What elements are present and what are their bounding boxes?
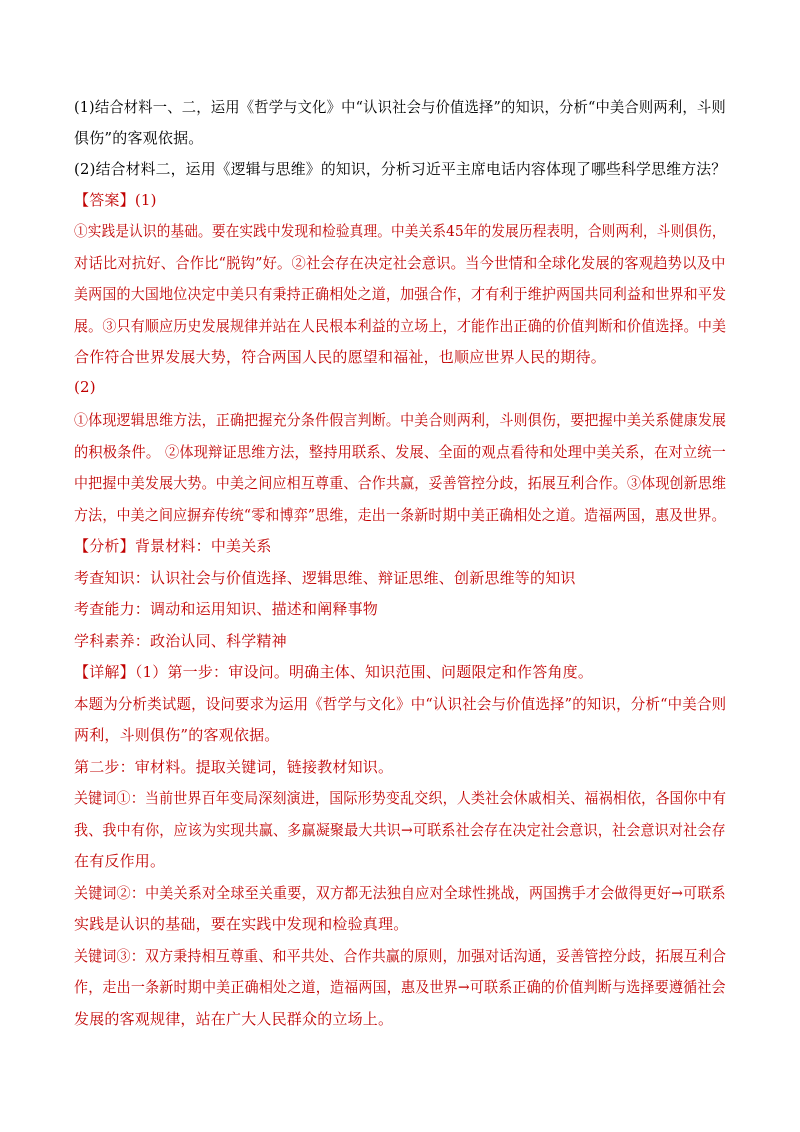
answer-part-2-label: (2) xyxy=(74,378,96,396)
keyword-1-line-3: 在有反作用。 xyxy=(74,852,166,870)
analysis-heading xyxy=(74,535,272,556)
answer-1-line-2: 对话比对抗好、合作比“脱钩”好。②社会存在决定社会意识。当今世情和全球化发展的客观趋势以及中 xyxy=(74,254,726,272)
keyword-1-line-1: 关键词①：当前世界百年变局深刻演进，国际形势变乱交织，人类社会休戚相关、福祸相依，各国你中有 xyxy=(74,789,727,807)
analysis-ability: 考查能力：调动和运用知识、描述和阐释事物 xyxy=(74,600,379,618)
question-1-line-2: 俱伤”的客观依据。 xyxy=(74,129,204,147)
answer-2-line-3: 中把握中美发展大势。中美之间应相互尊重、合作共赢，妥善管控分歧，拓展互利合作。③体现创新思维 xyxy=(74,474,727,492)
question-2: (2)结合材料二，运用《逻辑与思维》的知识，分析习近平主席电话内容体现了哪些科学思维方法？ xyxy=(74,160,727,178)
keyword-3-line-1: 关键词③：双方秉持相互尊重、和平共处、合作共赢的原则，加强对话沟通，妥善管控分歧，拓展互利合 xyxy=(74,947,727,965)
detail-heading xyxy=(74,661,593,682)
answer-tag: 【答案】 xyxy=(74,191,135,209)
answer-part-1-label: (1) xyxy=(134,191,157,209)
answer-1-line-1: ①实践是认识的基础。要在实践中发现和检验真理。中美关系45年的发展历程表明，合则两利，斗则俱伤， xyxy=(74,222,726,240)
keyword-2-line-1: 关键词②：中美关系对全球至关重要，双方都无法独自应对全球性挑战，两国携手才会做得更好→可联系 xyxy=(74,884,726,902)
answer-1-line-5: 合作符合世界发展大势，符合两国人民的愿望和福祉，也顺应世界人民的期待。 xyxy=(74,348,607,366)
answer-1-line-3: 美两国的大国地位决定中美只有秉持正确相处之道，加强合作，才有利于维护两国共同利益和世界和平发 xyxy=(74,285,727,303)
keyword-2-line-2: 实践是认识的基础，要在实践中发现和检验真理。 xyxy=(74,915,409,933)
analysis-literacy: 学科素养：政治认同、科学精神 xyxy=(74,632,287,650)
answer-2-line-1: ①体现逻辑思维方法，正确把握充分条件假言判断。中美合则两利，斗则俱伤，要把握中美关系健康发展 xyxy=(74,411,727,429)
answer-1-line-4: 展。③只有顺应历史发展规律并站在人民根本利益的立场上，才能作出正确的价值判断和价值选择。中美 xyxy=(74,317,727,335)
detail-step-1-line-2: 两利，斗则俱伤”的客观依据。 xyxy=(74,726,280,744)
analysis-background: 背景材料：中美关系 xyxy=(134,537,272,555)
keyword-1-line-2: 我、我中有你，应该为实现共赢、多赢凝聚最大共识→可联系社会存在决定社会意识，社会意识对社会存 xyxy=(74,821,726,839)
answer-2-line-2: 的积极条件。 ②体现辩证思维方法，整持用联系、发展、全面的观点看待和处理中美关系，在对立统一 xyxy=(74,443,726,461)
question-1-line-1: (1)结合材料一、二，运用《哲学与文化》中“认识社会与价值选择”的知识，分析“中美合则两利，斗则 xyxy=(74,98,726,116)
detail-tag: 【详解】 xyxy=(74,663,135,681)
detail-step-2: 第二步：审材料。提取关键词，链接教材知识。 xyxy=(74,758,394,776)
analysis-knowledge: 考查知识：认识社会与价值选择、逻辑思维、辩证思维、创新思维等的知识 xyxy=(74,569,576,587)
detail-step-1-line-1: 本题为分析类试题，设问要求为运用《哲学与文化》中“认识社会与价值选择”的知识，分析“中美合则 xyxy=(74,695,727,713)
keyword-3-line-2: 作，走出一条新时期中美正确相处之道，造福两国，惠及世界→可联系正确的价值判断与选择要遵循社会 xyxy=(74,978,726,996)
detail-step-1: （1）第一步：审设问。明确主体、知识范围、问题限定和作答角度。 xyxy=(134,663,594,681)
answer-heading xyxy=(74,189,157,210)
answer-2-line-4: 方法，中美之间应摒弃传统“零和博弈”思维，走出一条新时期中美正确相处之道。造福两国，惠及世界。 xyxy=(74,506,726,524)
keyword-3-line-3: 发展的客观规律，站在广大人民群众的立场上。 xyxy=(74,1010,394,1028)
analysis-tag: 【分析】 xyxy=(74,537,135,555)
